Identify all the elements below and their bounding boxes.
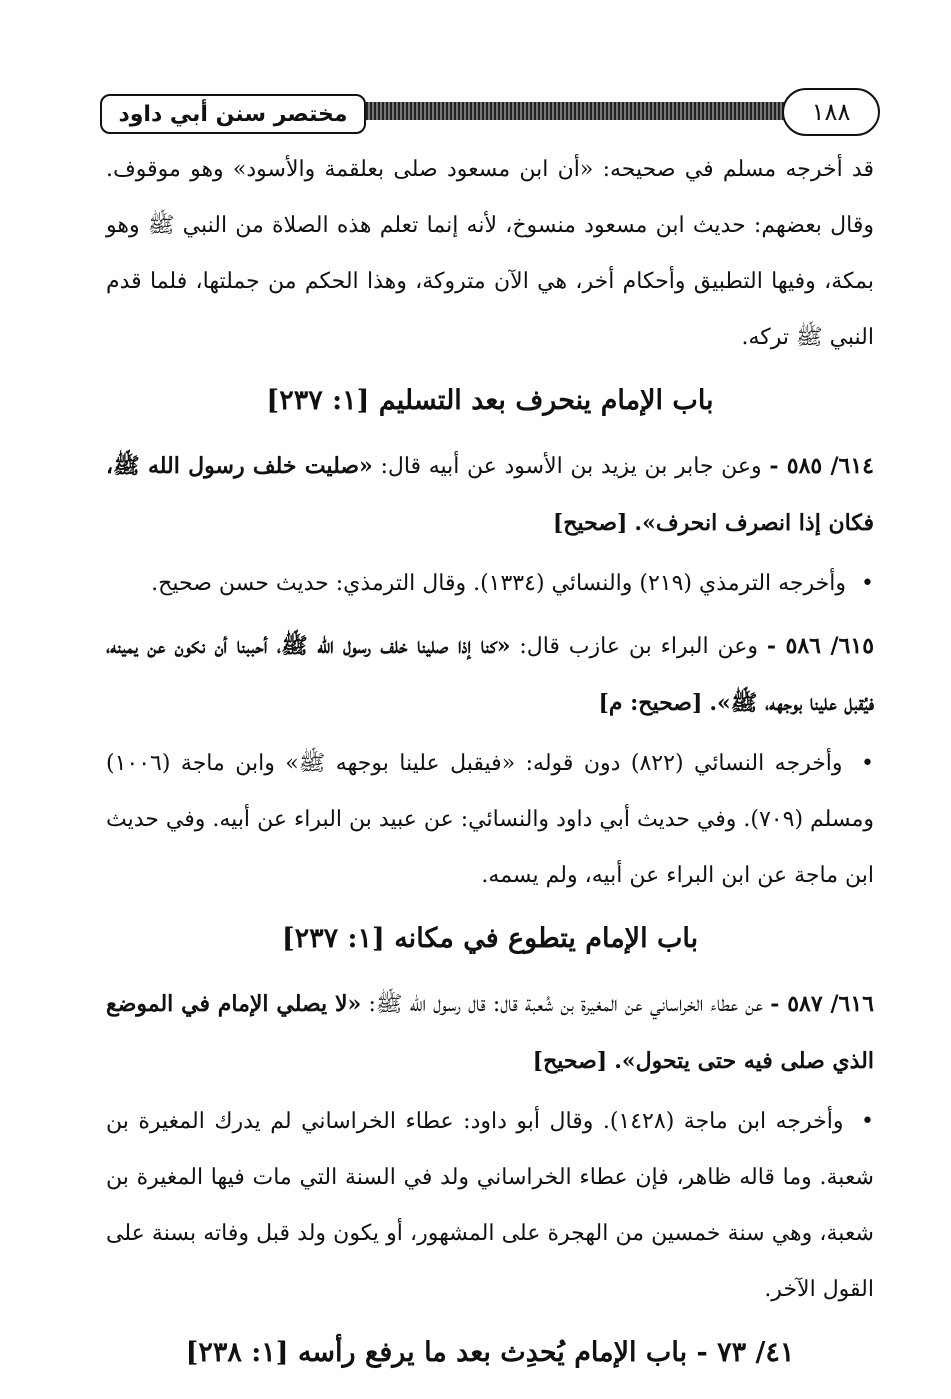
section-heading-1: باب الإمام ينحرف بعد التسليم [١: ٢٣٧] [266, 385, 714, 416]
hadith-614 [106, 438, 874, 552]
bullet-icon: • [861, 571, 874, 596]
hadith-narration: وعن البراء بن عازب قال: [519, 634, 758, 659]
hadith-narration: وعن جابر بن يزيد بن الأسود عن أبيه قال: [380, 454, 762, 479]
page-number-box [782, 88, 880, 136]
hadith-matn: «كنا إذا صلينا خلف رسول الله ﷺ، أحببنا أن نكون عن يمينه، فيُقبل علينا بوجهه، ﷺ». [106, 633, 874, 716]
takhrij-text: وأخرجه الترمذي (٢١٩) والنسائي (١٣٣٤). وقال الترمذي: حديث حسن صحيح. [151, 571, 847, 596]
hadith-grade: [صحيح: م] [598, 690, 703, 716]
page-content [106, 142, 874, 1386]
header-decorative-band [350, 102, 800, 120]
bullet-icon: • [861, 1109, 874, 1134]
hadith-number: ٦١٤/ ٥٨٥ - [769, 453, 874, 479]
page-header [100, 88, 880, 144]
hadith-narration: عن عطاء الخراساني عن المغيرة بن شُعبة قال: قال رسول الله ﷺ: [368, 992, 764, 1017]
hadith-matn: «صليت خلف رسول الله ﷺ، فكان إذا انصرف انحرف». [106, 453, 874, 536]
book-title-box [100, 94, 366, 134]
hadith-number: ٦١٥/ ٥٨٦ - [766, 633, 875, 659]
hadith-number: ٦١٦/ ٥٨٧ - [770, 991, 874, 1017]
section-heading-3: ٤١/ ٧٣ - باب الإمام يُحدِث بعد ما يرفع رأسه [١: ٢٣٨] [185, 1337, 795, 1368]
hadith-matn: «لا يصلي الإمام في الموضع الذي صلى فيه حتى يتحول». [106, 991, 874, 1074]
hadith-615 [106, 618, 874, 732]
section-heading-2: باب الإمام يتطوع في مكانه [١: ٢٣٧] [281, 923, 699, 954]
takhrij-text: وأخرجه ابن ماجة (١٤٢٨). وقال أبو داود: عطاء الخراساني لم يدرك المغيرة بن شعبة. وما قاله ظاهر، فإن عطاء الخراساني ولد في السنة التي مات فيها المغيرة بن شعبة، وهي سنة خمسين من الهجرة على المشهور، أو يكون ولد قبل وفاته بسنة على القول الآخر. [106, 1109, 874, 1302]
hadith-grade: [صحيح] [552, 510, 628, 536]
takhrij-text: وأخرجه النسائي (٨٢٢) دون قوله: «فيقبل علينا بوجهه ﷺ» وابن ماجة (١٠٠٦) ومسلم (٧٠٩). وفي حديث أبي داود والنسائي: عن عبيد بن البراء عن أبيه. وفي حديث ابن ماجة عن ابن البراء عن أبيه، ولم يسمه. [106, 751, 874, 888]
hadith-grade: [صحيح] [532, 1048, 608, 1074]
bullet-icon: • [861, 751, 874, 776]
page-number: ١٨٨ [811, 98, 851, 126]
intro-paragraph: قد أخرجه مسلم في صحيحه: «أن ابن مسعود صلى بعلقمة والأسود» وهو موقوف. وقال بعضهم: حديث ابن مسعود منسوخ، لأنه إنما تعلم هذه الصلاة من النبي ﷺ وهو بمكة، وفيها التطبيق وأحكام أخر، هي الآن متروكة، وهذا الحكم من جملتها، فلما قدم النبي ﷺ تركه. [106, 157, 874, 350]
hadith-616 [106, 976, 874, 1090]
takhrij-note-615 [106, 736, 874, 904]
book-title: مختصر سنن أبي داود [118, 101, 348, 127]
takhrij-note-616 [106, 1094, 874, 1318]
takhrij-note-614 [106, 556, 874, 612]
